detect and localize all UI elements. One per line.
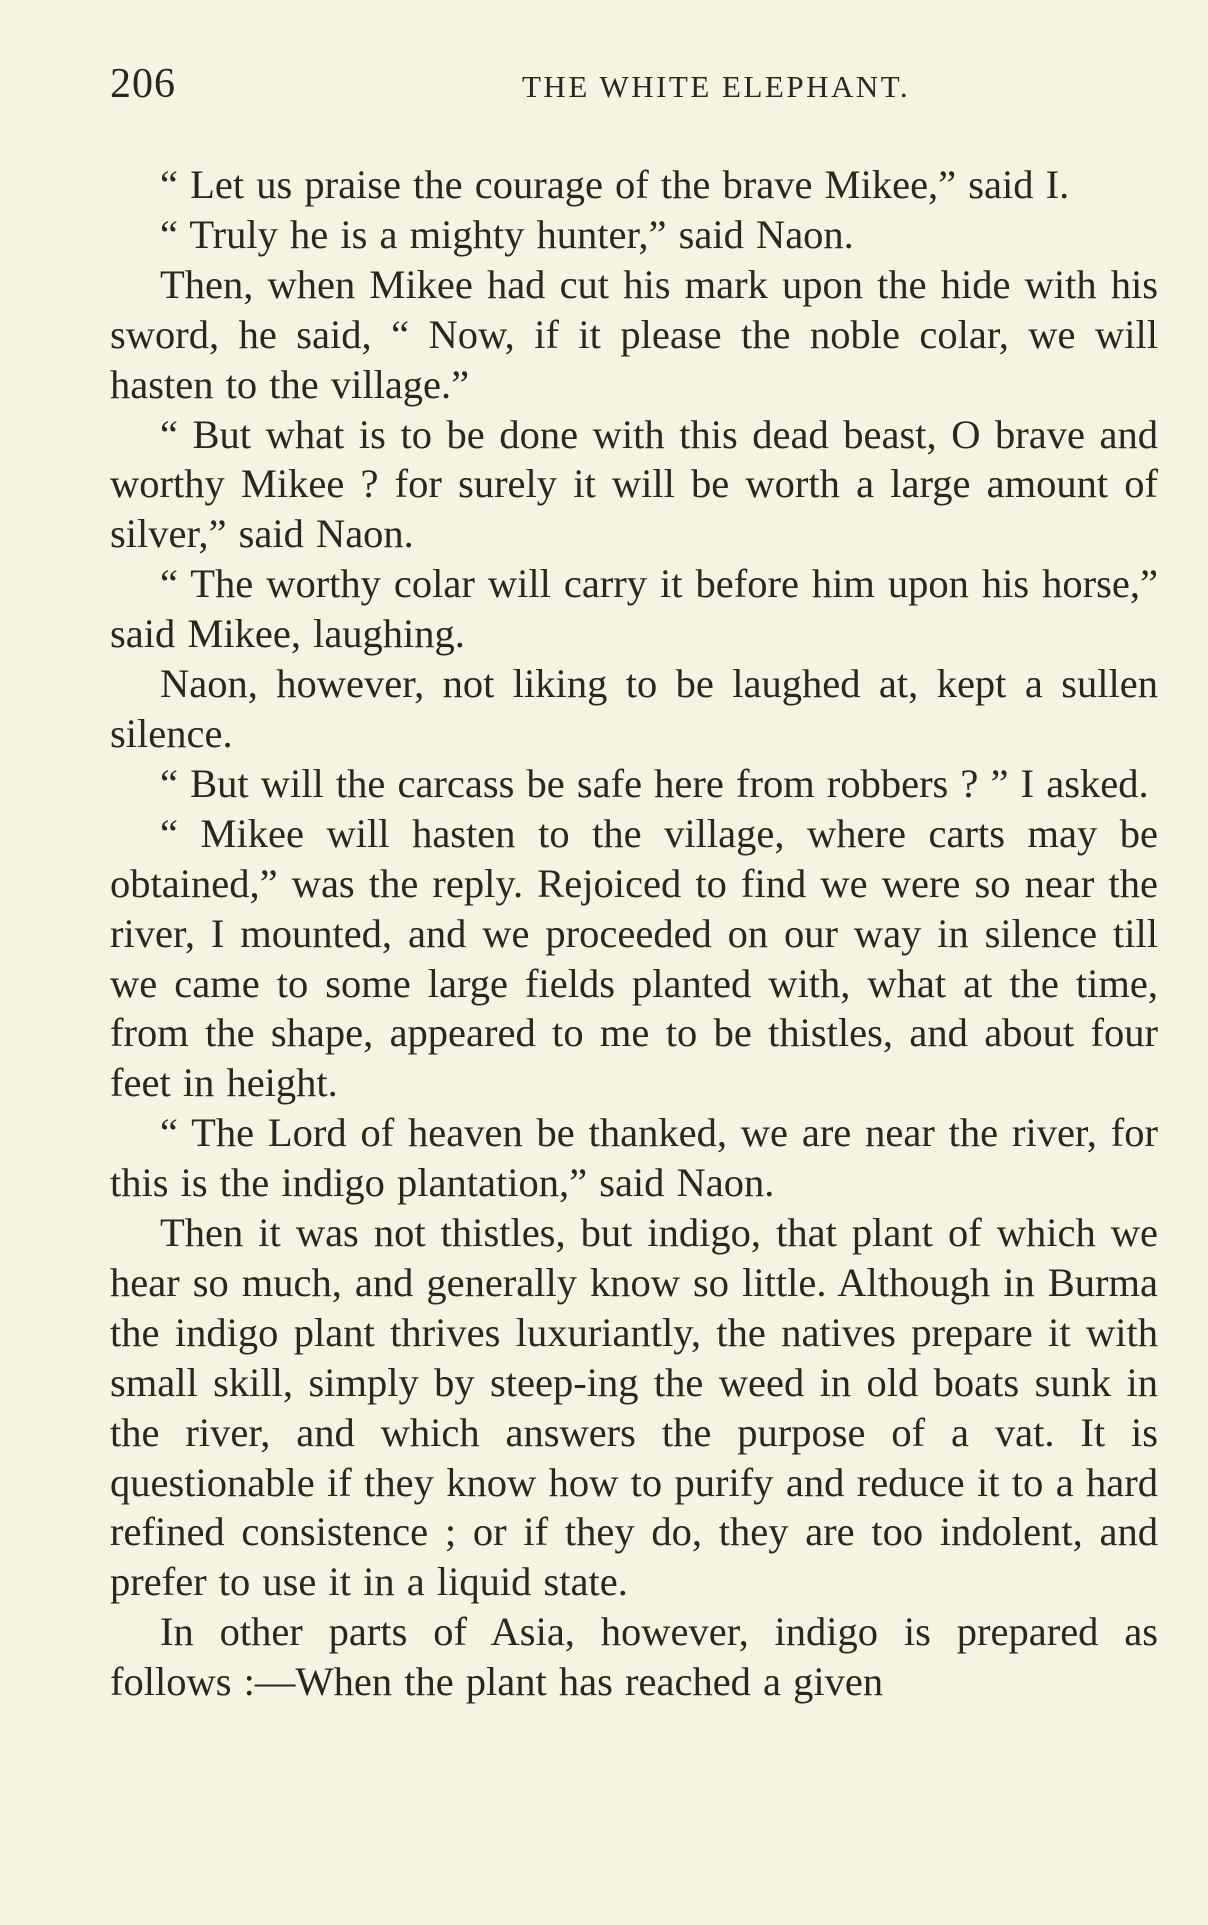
paragraph: Then, when Mikee had cut his mark upon the hide with his sword, he said, “ Now, if it please the noble colar, we will hasten to the village.”	[110, 261, 1158, 407]
paragraph: “ But what is to be done with this dead beast, O brave and worthy Mikee ? for surely it will be worth a large amount of silver,” said Naon.	[110, 411, 1158, 557]
paragraph: “ The Lord of heaven be thanked, we are near the river, for this is the indigo plantation,” said Naon.	[110, 1110, 1158, 1206]
page-number: 206	[110, 61, 176, 107]
paragraph: “ The worthy colar will carry it before him upon his horse,” said Mikee, laughing.	[110, 561, 1158, 657]
running-head	[110, 60, 1158, 108]
paragraph: “ Let us praise the courage of the brave Mikee,” said I.	[160, 162, 1070, 207]
paragraph: “ But will the carcass be safe here from robbers ? ” I asked.	[160, 760, 1149, 806]
book-page	[110, 60, 1158, 1707]
paragraph: “ Truly he is a mighty hunter,” said Naon.	[160, 211, 854, 257]
paragraph: Then it was not thistles, but indigo, that plant of which we hear so much, and generally know so little. Although in Burma the indigo plant thrives luxuriantly, the natives prepare it with small skill, simply by steep-ing the weed in old boats sunk in the river, and which answers the purpose of a vat. It is questionable if they know how to purify and reduce it to a hard refined consistence ; or if they do, they are too indolent, and prefer to use it in a liquid state.	[110, 1210, 1158, 1605]
paragraph: Naon, however, not liking to be laughed at, kept a sullen silence.	[110, 661, 1158, 756]
running-title: THE WHITE ELEPHANT.	[522, 69, 911, 104]
paragraph: In other parts of Asia, however, indigo is prepared as follows :—When the plant has reached a given	[110, 1609, 1158, 1705]
body-text	[110, 160, 1158, 1707]
paragraph: “ Mikee will hasten to the village, where carts may be obtained,” was the reply. Rejoiced to find we were so near the river, I mounted, and we proceeded on our way in silence till we came to some large fields planted with, what at the time, from the shape, appeared to me to be thistles, and about four feet in height.	[110, 810, 1158, 1106]
